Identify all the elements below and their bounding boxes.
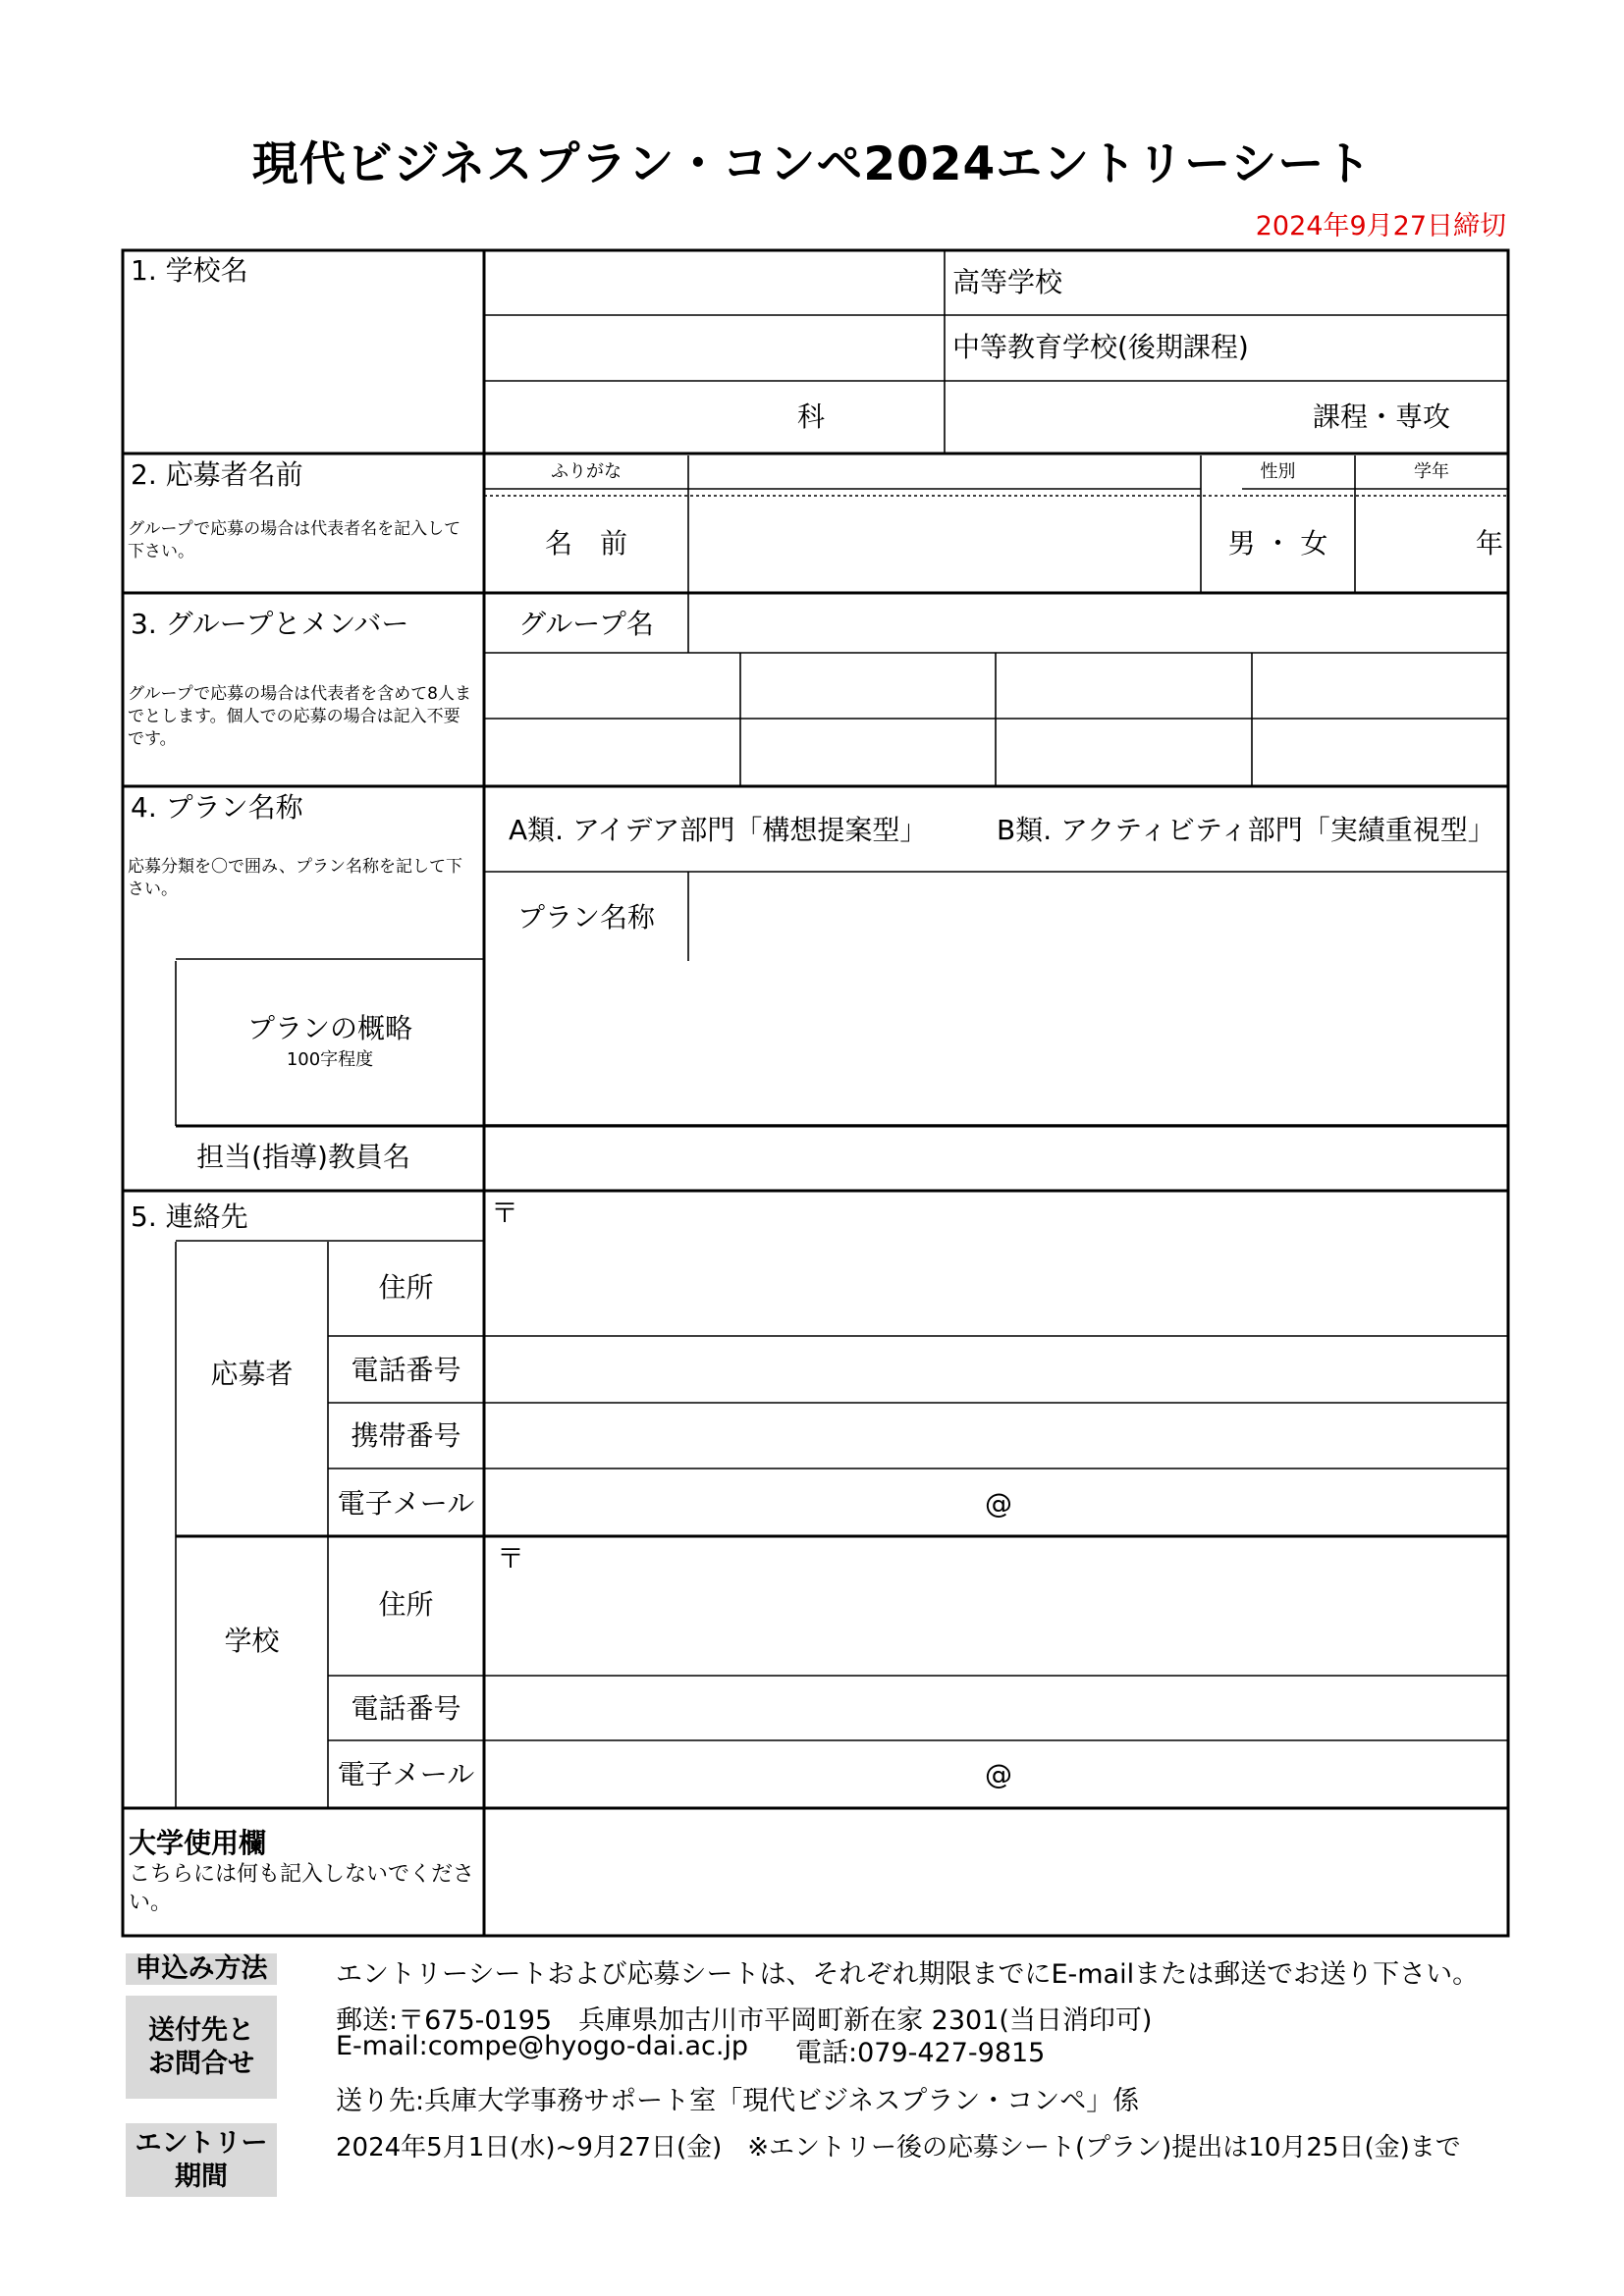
applicant-label: 応募者 <box>210 1358 294 1390</box>
applicant-email-label: 電子メール <box>337 1487 475 1520</box>
gender-options[interactable]: 男 ・ 女 <box>1227 527 1328 560</box>
contact-label-line2: お問合せ <box>148 2048 254 2079</box>
course-label: 課程・専攻 <box>1313 400 1451 433</box>
category-b-option[interactable]: B類. アクティビティ部門「実績重視型」 <box>997 814 1495 846</box>
applicant-email-user-field[interactable] <box>487 1471 978 1533</box>
member-field[interactable] <box>1255 721 1505 783</box>
course-field[interactable] <box>948 384 1302 451</box>
grade-field[interactable] <box>1358 499 1456 589</box>
school-name-high-field[interactable] <box>487 253 941 312</box>
name-label: 名 前 <box>544 527 627 560</box>
applicant-at-mark: @ <box>985 1487 1012 1520</box>
send-to: 送り先:兵庫大学事務サポート室「現代ビジネスプラン・コンペ」係 <box>336 2086 1140 2116</box>
school-at-mark: @ <box>985 1758 1012 1790</box>
deadline-notice: 2024年9月27日締切 <box>1255 211 1506 241</box>
gender-header: 性別 <box>1260 461 1296 482</box>
contact-phone: 電話:079-427-9815 <box>795 2038 1046 2068</box>
university-use-note: こちらには何も記入しないでください。 <box>129 1862 475 1915</box>
section3-label: 3. グループとメンバー <box>131 608 409 640</box>
section5-label: 5. 連絡先 <box>131 1201 248 1233</box>
member-field[interactable] <box>487 721 737 783</box>
teacher-field[interactable] <box>487 1129 1505 1188</box>
plan-name-label: プラン名称 <box>516 901 655 934</box>
member-field[interactable] <box>999 656 1249 716</box>
school-postal-mark: 〒 <box>497 1542 525 1575</box>
summary-hint: 100字程度 <box>286 1049 374 1070</box>
contact-label-line1: 送付先と <box>148 2014 254 2046</box>
school-contact-label: 学校 <box>224 1625 280 1657</box>
section1-label: 1. 学校名 <box>131 254 248 287</box>
applicant-postal-mark: 〒 <box>491 1197 519 1229</box>
applicant-phone-label: 電話番号 <box>351 1354 461 1386</box>
contact-email[interactable]: E-mail:compe@hyogo-dai.ac.jp <box>336 2031 749 2061</box>
applicant-address-field[interactable] <box>520 1194 1505 1333</box>
department-field[interactable] <box>487 384 782 451</box>
member-field[interactable] <box>1255 656 1505 716</box>
school-email-user-field[interactable] <box>487 1743 978 1805</box>
plan-name-field[interactable] <box>691 875 1505 958</box>
document-title: 現代ビジネスプラン・コンペ2024エントリーシート <box>251 137 1373 191</box>
postal-address: 郵送:〒675-0195 兵庫県加古川市平岡町新在家 2301(当日消印可) <box>336 2005 1153 2036</box>
summary-label: プランの概略 <box>246 1012 412 1044</box>
secondary-school-label: 中等教育学校(後期課程) <box>952 331 1249 363</box>
applicant-phone-field[interactable] <box>487 1339 1505 1400</box>
plan-summary-field[interactable] <box>487 962 1505 1123</box>
furigana-header: ふりがな <box>551 461 622 482</box>
section2-label: 2. 応募者名前 <box>131 458 303 491</box>
member-field[interactable] <box>999 721 1249 783</box>
applicant-mobile-field[interactable] <box>487 1406 1505 1466</box>
method-text: エントリーシートおよび応募シートは、それぞれ期限までにE-mailまたは郵送でお送り下さい。 <box>336 1959 1480 1990</box>
grade-unit: 年 <box>1476 527 1504 560</box>
section4-note: 応募分類を〇で囲み、プラン名称を記して下さい。 <box>128 857 463 899</box>
grade-header: 学年 <box>1414 461 1449 482</box>
applicant-name-field[interactable] <box>691 499 1198 589</box>
school-address-field[interactable] <box>526 1539 1505 1673</box>
section2-note: グループで応募の場合は代表者名を記入して下さい。 <box>128 519 461 561</box>
high-school-label: 高等学校 <box>952 266 1063 298</box>
period-label-line2: 期間 <box>175 2161 228 2192</box>
group-name-label: グループ名 <box>518 608 654 640</box>
period-label-line1: エントリー <box>135 2127 268 2159</box>
member-field[interactable] <box>743 721 993 783</box>
group-name-field[interactable] <box>691 596 1505 650</box>
school-address-label: 住所 <box>378 1588 434 1621</box>
section3-note: グループで応募の場合は代表者を含めて8人までとします。個人での応募の場合は記入不要です。 <box>128 684 471 749</box>
member-field[interactable] <box>487 656 737 716</box>
applicant-mobile-label: 携帯番号 <box>351 1419 461 1452</box>
school-phone-field[interactable] <box>487 1679 1505 1737</box>
school-phone-label: 電話番号 <box>351 1692 461 1725</box>
university-use-label: 大学使用欄 <box>129 1827 267 1859</box>
method-label: 申込み方法 <box>126 1953 277 1985</box>
category-a-option[interactable]: A類. アイデア部門「構想提案型」 <box>509 814 928 846</box>
contact-label <box>126 1996 277 2099</box>
school-name-secondary-field[interactable] <box>487 318 941 377</box>
furigana-field[interactable] <box>691 457 1198 493</box>
period-label <box>126 2123 277 2197</box>
section4-label: 4. プラン名称 <box>131 791 303 824</box>
applicant-address-label: 住所 <box>378 1271 434 1304</box>
period-text: 2024年5月1日(水)~9月27日(金) ※エントリー後の応募シート(プラン)提出は10月25日(金)まで <box>336 2133 1461 2163</box>
department-label: 科 <box>797 400 826 433</box>
member-field[interactable] <box>743 656 993 716</box>
teacher-label: 担当(指導)教員名 <box>196 1141 410 1173</box>
school-email-label: 電子メール <box>337 1758 475 1790</box>
